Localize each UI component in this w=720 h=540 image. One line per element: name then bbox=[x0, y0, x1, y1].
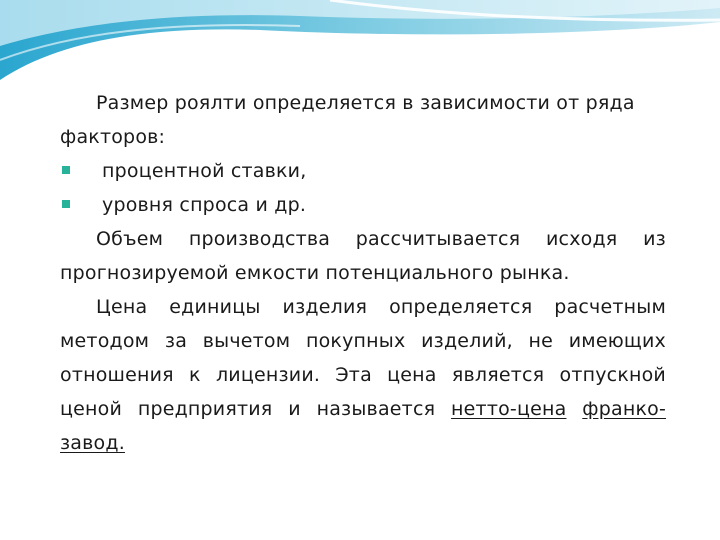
term-netto-price: нетто-цена bbox=[451, 398, 567, 420]
volume-paragraph: Объем производства рассчитывается исходя из прогнозируемой емкости потенциального рынка. bbox=[60, 228, 666, 284]
price-text: Цена единицы изделия определяется расчетным методом за вычетом покупных изделий, не имеющих отношения к лицензии. Эта цена является отпускной ценой предприятия и называется bbox=[60, 296, 666, 420]
bullet-text: уровня спроса и др. bbox=[102, 194, 307, 216]
price-paragraph bbox=[60, 290, 666, 460]
slide-content bbox=[60, 86, 666, 460]
header-wave-decoration bbox=[0, 0, 720, 90]
bullet-item bbox=[60, 188, 666, 222]
bullet-text: процентной ставки, bbox=[102, 160, 307, 182]
square-bullet-icon bbox=[62, 200, 70, 208]
term-franco-zavod: франко-завод. bbox=[60, 398, 667, 454]
square-bullet-icon bbox=[62, 166, 70, 174]
intro-paragraph: Размер роялти определяется в зависимости от ряда факторов: bbox=[60, 92, 635, 148]
bullet-item bbox=[60, 154, 666, 188]
